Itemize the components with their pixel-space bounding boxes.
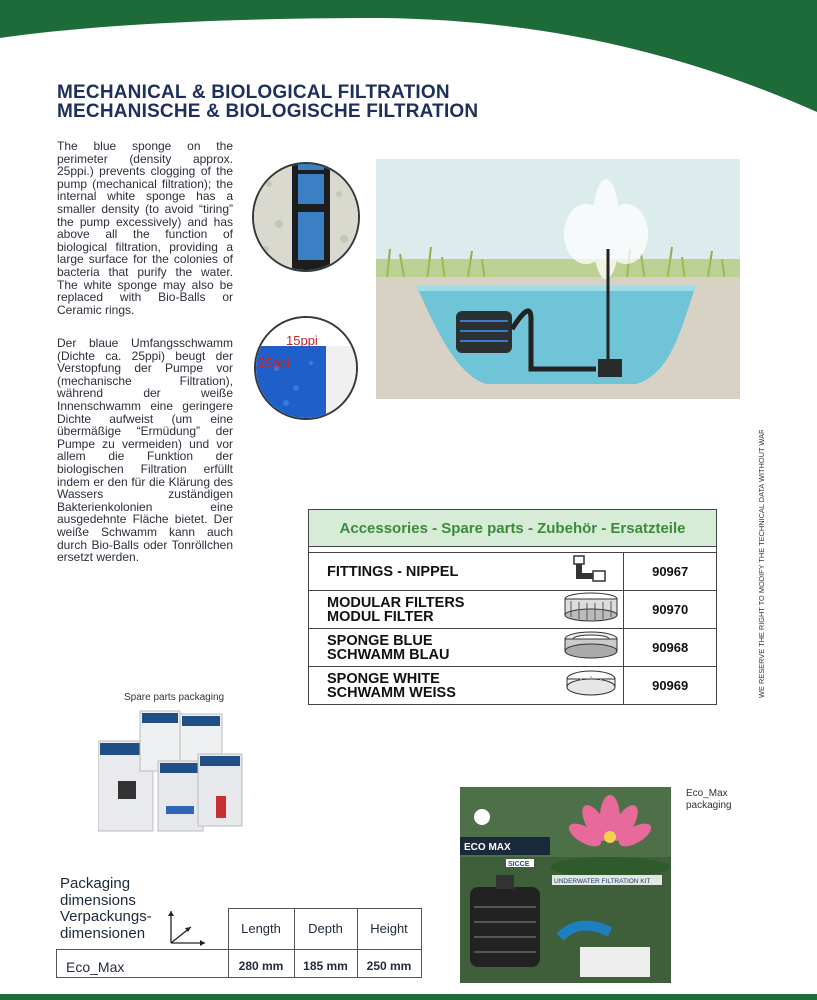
elbow-fitting-icon	[558, 553, 624, 591]
spare-parts-photo	[98, 706, 248, 838]
item-code: 90967	[624, 553, 717, 591]
table-row	[309, 667, 717, 705]
description-de	[57, 337, 233, 564]
disclaimer-text: WE RESERVE THE RIGHT TO MODIFY THE TECHNICAL DATA WITHOUT WARNING	[757, 430, 766, 698]
dim-depth-value: 185 mm	[303, 959, 348, 973]
description-en	[57, 140, 233, 316]
item-name	[309, 591, 558, 629]
ecomax-box-photo	[460, 787, 671, 983]
item-name-line1: MODULAR FILTERS	[327, 594, 465, 611]
dimensions-label-de-2: dimensionen	[60, 924, 146, 942]
white-sponge-disc-icon	[558, 667, 624, 705]
dimensions-label-de-1: Verpackungs-	[60, 908, 152, 926]
box-brand: ECO MAX	[464, 842, 511, 853]
dim-header-length: Length	[241, 921, 281, 936]
ecomax-caption-line2: packaging	[686, 800, 732, 811]
item-name-line2: SCHWAMM WEISS	[327, 684, 456, 701]
accessories-header: Accessories - Spare parts - Zubehör - Ersatzteile	[309, 510, 717, 547]
box-maker: SICCE	[508, 861, 530, 868]
dim-header-height: Height	[370, 921, 408, 936]
table-row	[309, 553, 717, 591]
item-name	[309, 629, 558, 667]
description-en-text: The blue sponge on the perimeter (density approx. 25ppi.) prevents clogging of the pump (mechanical filtration); the internal white sponge has a smaller density (to avoid “tiring” the pump excessively) and has above all the function of biological filtration, providing a large surface for the colonies of bacteria that purify the water. The white sponge may also be replaced with Bio-Balls or Ceramic rings.	[57, 139, 233, 317]
item-name-line1: SPONGE WHITE	[327, 670, 440, 687]
table-row	[309, 629, 717, 667]
outer-ppi-label: 25ppi	[258, 355, 290, 370]
blue-sponge-ring-icon	[558, 629, 624, 667]
footer-bar	[0, 994, 817, 1000]
title-en: MECHANICAL & BIOLOGICAL FILTRATION	[57, 82, 450, 103]
box-product-line: UNDERWATER FILTRATION KIT	[554, 878, 651, 885]
spare-parts-caption: Spare parts packaging	[124, 692, 225, 703]
dim-height-value: 250 mm	[366, 959, 412, 973]
description-de-text: Der blaue Umfangsschwamm (Dichte ca. 25ppi) beugt der Verstopfung der Pumpe vor (mechanische Filtration), während der weiße Innenschwamm eine geringere Dichte aufweist (um eine übermäßige “Ermüdung” der Pumpe zu vermeiden) und vor allem die Funktion der biologischen Filtration erfüllt indem er den für die Klärung des Wassers zuständigen Bakterienkolonien eine ausgedehnte Fläche bietet. Der weiße Schwamm kann auch durch Bio-Balls oder Tonröllchen ersetzt werden.	[57, 336, 233, 565]
item-code: 90969	[624, 667, 717, 705]
inner-ppi-label: 15ppi	[286, 333, 318, 348]
dimensions-label-en-2: dimensions	[60, 891, 136, 909]
dimensions-table	[56, 908, 422, 978]
item-code: 90968	[624, 629, 717, 667]
item-name	[309, 553, 558, 591]
dim-length-value: 280 mm	[238, 959, 284, 973]
item-name-line1: SPONGE BLUE	[327, 632, 433, 649]
dimensions-label-en-1: Packaging	[60, 875, 131, 892]
sponge-closeup-image	[252, 162, 360, 272]
dim-product: Eco_Max	[66, 959, 125, 975]
title-de: MECHANISCHE & BIOLOGISCHE FILTRATION	[57, 101, 479, 122]
dim-header-depth: Depth	[308, 921, 343, 936]
item-code: 90970	[624, 591, 717, 629]
accessories-table	[308, 509, 717, 705]
item-name-line2: SCHWAMM BLAU	[327, 646, 450, 663]
table-row	[309, 591, 717, 629]
item-name-line2: MODUL FILTER	[327, 608, 434, 625]
pond-illustration	[376, 159, 740, 399]
item-name-line1: FITTINGS - NIPPEL	[327, 563, 459, 580]
modular-filter-icon	[558, 591, 624, 629]
item-name	[309, 667, 558, 705]
ecomax-caption-line1: Eco_Max	[686, 788, 728, 799]
disclaimer	[755, 430, 767, 700]
